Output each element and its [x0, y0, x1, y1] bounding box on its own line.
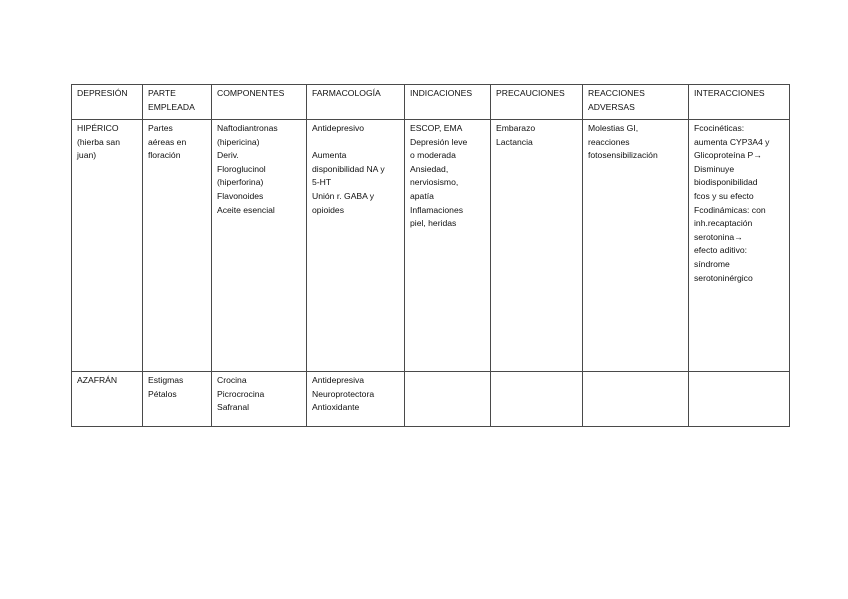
header-cell-depresion [72, 85, 143, 120]
table-row-hiperico [72, 120, 790, 372]
cell-text: Molestias GI, [588, 123, 639, 133]
table-row-azafran [72, 372, 790, 427]
cell-text: disponibilidad NA y [312, 163, 385, 174]
cell-text: apatía [410, 190, 434, 201]
cell-text: Picrocrocina [217, 388, 265, 399]
header-cell-farmacologia [307, 85, 405, 120]
cell-text: Crocina [217, 375, 247, 385]
cell-text: Disminuye [694, 163, 735, 174]
cell-componentes [212, 120, 307, 372]
cell-text: Aumenta [312, 150, 347, 161]
cell-depresion [72, 120, 143, 372]
header-text: REACCIONES [588, 88, 645, 98]
cell-text: Lactancia [496, 136, 533, 147]
cell-text: Safranal [217, 402, 250, 413]
cell-reacciones-adversas [583, 120, 689, 372]
cell-farmacologia [307, 120, 405, 372]
cell-text: (hipericina) [217, 136, 260, 147]
herbal-antidepressant-table [71, 84, 790, 427]
header-text: PARTE [148, 88, 176, 98]
cell-componentes [212, 372, 307, 427]
cell-text: piel, heridas [410, 218, 457, 229]
header-text: EMPLEADA [148, 101, 195, 112]
cell-depresion [72, 372, 143, 427]
cell-text: fotosensibilización [588, 150, 658, 161]
cell-text: inh.recaptación [694, 218, 753, 229]
cell-text: Neuroprotectora [312, 388, 375, 399]
header-cell-reacciones-adversas [583, 85, 689, 120]
cell-text: HIPÉRICO [77, 123, 119, 133]
cell-precauciones [491, 120, 583, 372]
header-cell-componentes [212, 85, 307, 120]
header-text: INDICACIONES [410, 88, 473, 98]
header-text: INTERACCIONES [694, 88, 765, 98]
cell-text: (hierba san [77, 136, 120, 147]
cell-text: Antidepresivo [312, 123, 365, 133]
cell-text: floración [148, 150, 181, 161]
cell-text: nerviosismo, [410, 177, 459, 188]
cell-text: serotoninérgico [694, 272, 753, 283]
cell-text: fcos y su efecto [694, 190, 754, 201]
cell-text: Partes [148, 123, 173, 133]
cell-text: Aceite esencial [217, 204, 275, 215]
cell-indicaciones [405, 120, 491, 372]
cell-text: reacciones [588, 136, 630, 147]
header-cell-precauciones [491, 85, 583, 120]
cell-text: AZAFRÁN [77, 375, 118, 385]
cell-text: síndrome [694, 258, 730, 269]
cell-text: ESCOP, EMA [410, 123, 463, 133]
cell-text: Flavonoides [217, 190, 264, 201]
cell-text: o moderada [410, 150, 456, 161]
cell-text: Inflamaciones [410, 204, 464, 215]
cell-text: opioides [312, 204, 345, 215]
cell-text: efecto aditivo: [694, 245, 748, 256]
table-header-row [72, 85, 790, 120]
cell-reacciones-adversas-empty [583, 372, 689, 427]
cell-farmacologia [307, 372, 405, 427]
header-text: COMPONENTES [217, 88, 285, 98]
cell-parte-empleada [143, 120, 212, 372]
header-text: PRECAUCIONES [496, 88, 565, 98]
cell-precauciones-empty [491, 372, 583, 427]
cell-text: Fcodinámicas: con [694, 204, 766, 215]
blank-line [312, 136, 399, 150]
header-text: DEPRESIÓN [77, 88, 128, 98]
cell-text: Embarazo [496, 123, 536, 133]
cell-text: Glicoproteína P→ [694, 150, 762, 161]
cell-text: Naftodiantronas [217, 123, 278, 133]
cell-text: aumenta CYP3A4 y [694, 136, 770, 147]
cell-interacciones-empty [689, 372, 790, 427]
cell-text: biodisponibilidad [694, 177, 758, 188]
cell-text: 5-HT [312, 177, 332, 188]
cell-text: Pétalos [148, 388, 177, 399]
cell-text: serotonina→ [694, 231, 743, 242]
header-cell-indicaciones [405, 85, 491, 120]
cell-indicaciones-empty [405, 372, 491, 427]
cell-interacciones [689, 120, 790, 372]
cell-text: Fcocinéticas: [694, 123, 745, 133]
cell-text: Ansiedad, [410, 163, 449, 174]
cell-text: Estigmas [148, 375, 184, 385]
cell-text: Deriv. [217, 150, 239, 161]
header-cell-interacciones [689, 85, 790, 120]
cell-text: Depresión leve [410, 136, 468, 147]
cell-text: juan) [77, 150, 97, 161]
header-cell-parte-empleada [143, 85, 212, 120]
cell-text: Unión r. GABA y [312, 190, 375, 201]
cell-text: (hiperforina) [217, 177, 264, 188]
header-text: FARMACOLOGÍA [312, 88, 381, 98]
cell-text: Floroglucinol [217, 163, 266, 174]
cell-text: aéreas en [148, 136, 187, 147]
cell-text: Antioxidante [312, 402, 360, 413]
header-text: ADVERSAS [588, 101, 635, 112]
cell-text: Antidepresiva [312, 375, 365, 385]
cell-parte-empleada [143, 372, 212, 427]
